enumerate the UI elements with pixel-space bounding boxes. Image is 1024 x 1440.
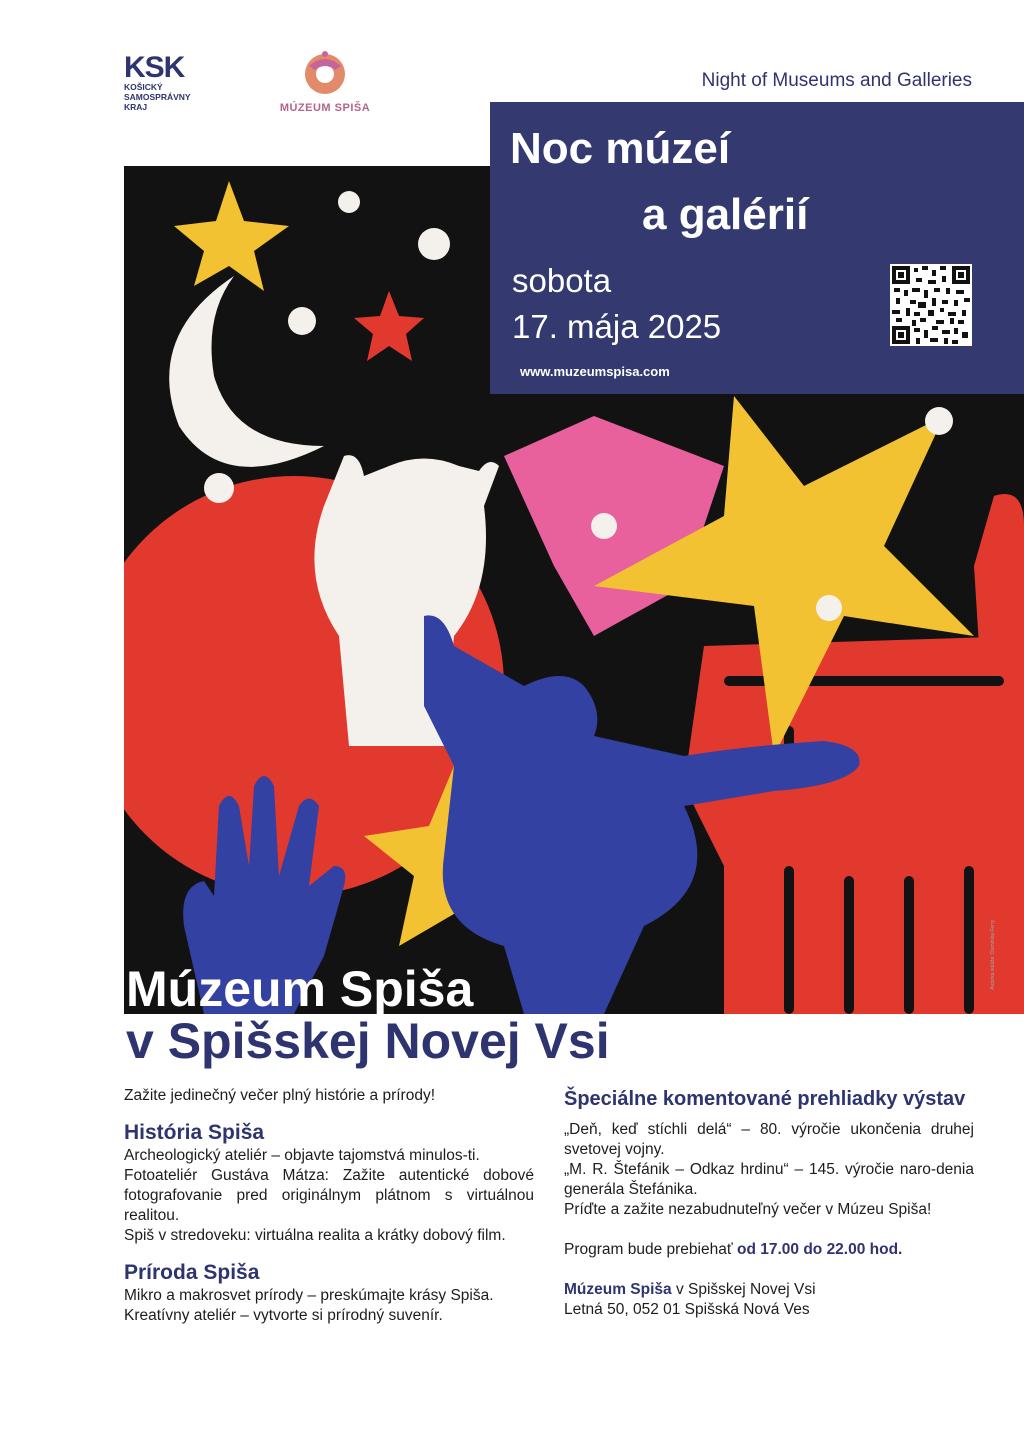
event-date: 17. mája 2025 (512, 308, 722, 345)
section-title-tours: Špeciálne komentované prehliadky výstav (564, 1088, 966, 1110)
right-column (564, 1086, 974, 1320)
nature-item-creative: Kreatívny ateliér – vytvorte si prírodný suvenír. (124, 1307, 443, 1324)
tagline: Night of Museums and Galleries (701, 70, 972, 91)
address-title (564, 1280, 974, 1300)
museum-logo (270, 46, 380, 114)
tour-item-war: „Deň, keď stíchli delá“ – 80. výročie ukončenia druhej svetovej vojny. (564, 1121, 974, 1158)
artwork-credit: Autorka koláže: Dominika Ferry (990, 920, 996, 990)
event-title-line1: Noc múzeí (510, 124, 731, 173)
history-item-archeology: Archeologický ateliér – objavte tajomstvá minulos-ti. (124, 1147, 480, 1164)
program-time: od 17.00 do 22.00 hod. (736, 1241, 903, 1258)
intro-text: Zažite jedinečný večer plný histórie a prírody! (124, 1087, 436, 1104)
ksk-logo-mark: KSK (124, 51, 185, 84)
nature-item-micro: Mikro a makrosvet prírody – preskúmajte krásy Spiša. (124, 1287, 494, 1304)
section-title-nature: Príroda Spiša (124, 1261, 260, 1284)
history-item-medieval: Spiš v stredoveku: virtuálna realita a krátky dobový film. (124, 1227, 506, 1244)
tour-item-stefanik: „M. R. Štefánik – Odkaz hrdinu“ – 145. výročie naro-denia generála Štefánika. (564, 1161, 974, 1198)
program-prefix: Program bude prebiehať (564, 1241, 737, 1258)
left-column (124, 1086, 534, 1326)
museum-heading-line2: v Spišskej Novej Vsi (126, 1013, 610, 1069)
ksk-logo-line2: SAMOSPRÁVNY (124, 92, 191, 102)
qr-code-icon[interactable] (890, 264, 972, 346)
website-link[interactable]: www.muzeumspisa.com (520, 364, 670, 379)
address-museum-name: Múzeum Spiša (564, 1281, 672, 1298)
event-day: sobota (512, 262, 612, 299)
invitation-text: Príďte a zažite nezabudnuteľný večer v Múzeu Spiša! (564, 1201, 932, 1218)
ksk-logo (124, 51, 234, 112)
event-title-line2: a galérií (642, 190, 809, 239)
address-line: Letná 50, 052 01 Spišská Nová Ves (564, 1301, 810, 1318)
ksk-logo-line3: KRAJ (124, 102, 148, 112)
history-item-photo: Fotoateliér Gustáva Mátza: Zažite autentické dobové fotografovanie pred originálnym plátnom s virtuálnou realitou. (124, 1167, 534, 1224)
museum-heading-line1: Múzeum Spiša (126, 961, 474, 1017)
museum-logo-text: MÚZEUM SPIŠA (279, 102, 371, 114)
address-city: v Spišskej Novej Vsi (671, 1281, 816, 1298)
ksk-logo-line1: KOŠICKÝ (124, 82, 163, 92)
program-time-text (564, 1240, 974, 1260)
museum-logo-icon (299, 46, 351, 98)
event-title-panel (490, 102, 1024, 394)
section-title-history: História Spiša (124, 1121, 265, 1144)
